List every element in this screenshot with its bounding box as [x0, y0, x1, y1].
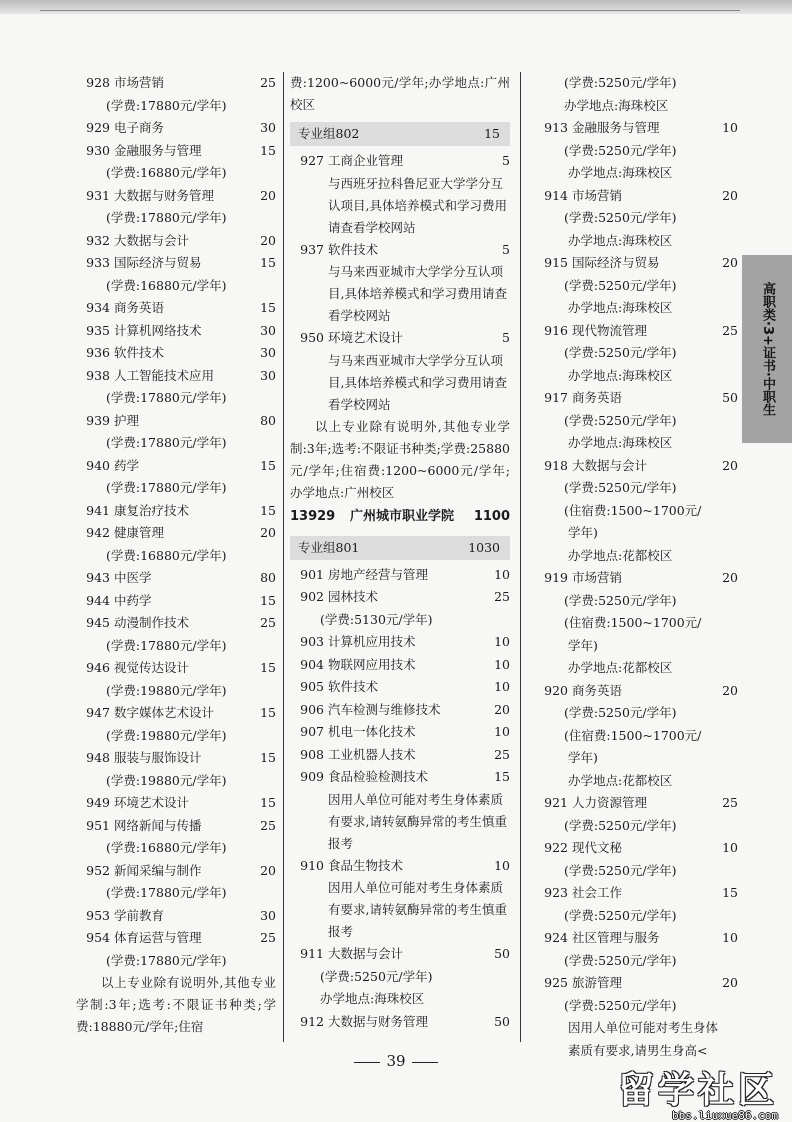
major-code: 901 [300, 566, 324, 582]
major-row [76, 747, 276, 770]
scan-top-edge [0, 0, 792, 14]
major-detail-line: 办学地点:海珠校区 [568, 165, 673, 180]
major-name: 食品检验检测技术 [328, 769, 429, 784]
major-name: 金融服务与管理 [572, 120, 660, 135]
column-divider [520, 72, 521, 1042]
major-name: 国际经济与贸易 [114, 255, 202, 270]
major-row [534, 567, 738, 590]
major-code: 937 [300, 241, 324, 257]
major-code: 944 [86, 592, 110, 608]
enrollment-quota: 25 [260, 817, 276, 833]
major-name: 商务英语 [572, 390, 623, 405]
major-row [290, 239, 510, 262]
tuition-note: (学费:17880元/学年) [106, 480, 227, 495]
major-row [76, 252, 276, 275]
major-detail-line: 办学地点:海珠校区 [568, 300, 673, 315]
institution-header: 13929 广州城市职业学院 1100 [290, 508, 510, 524]
major-code: 907 [300, 724, 324, 739]
major-code: 917 [544, 390, 568, 405]
major-row [534, 882, 738, 905]
major-group-header: 专业组801 1030 [290, 536, 510, 560]
major-row [290, 631, 510, 654]
major-code: 921 [544, 795, 568, 810]
major-code: 909 [300, 769, 324, 784]
enrollment-quota: 10 [494, 679, 510, 694]
major-code: 951 [86, 817, 110, 833]
major-row [76, 455, 276, 478]
major-code: 923 [544, 885, 568, 900]
tuition-note: (学费:17880元/学年) [106, 885, 227, 900]
major-code: 927 [300, 153, 324, 168]
program-description: 与马来西亚城市大学学分互认项目,具体培养模式和学习费用请查看学校网站 [328, 352, 507, 412]
major-code: 932 [86, 232, 110, 248]
major-detail-line: (住宿费:1500~1700元/ [564, 727, 702, 743]
major-name: 工业机器人技术 [328, 746, 416, 762]
major-name: 电子商务 [114, 120, 165, 135]
major-name: 园林技术 [328, 589, 379, 604]
major-detail-line: (学费:5250元/学年) [564, 480, 677, 495]
enrollment-quota: 10 [494, 634, 510, 649]
major-detail-line: 素质有要求,请男生身高< [568, 1042, 708, 1058]
tuition-note: (学费:17880元/学年) [106, 952, 227, 968]
major-name: 大数据与会计 [328, 946, 404, 961]
major-row [534, 387, 738, 410]
major-row [534, 185, 738, 208]
page-number: 39 [0, 1052, 792, 1070]
major-code: 914 [544, 187, 568, 203]
major-code: 931 [86, 187, 110, 203]
tuition-note: (学费:16880元/学年) [106, 840, 227, 855]
enrollment-quota: 15 [260, 705, 276, 720]
enrollment-quota: 20 [260, 187, 276, 203]
major-row [534, 837, 738, 860]
major-code: 954 [86, 930, 110, 945]
column-1 [76, 72, 276, 1038]
enrollment-quota: 20 [260, 232, 276, 248]
major-detail-line: (学费:5250元/学年) [564, 142, 677, 158]
enrollment-quota: 20 [722, 187, 738, 203]
major-code: 924 [544, 930, 568, 945]
major-name: 数字媒体艺术设计 [114, 705, 215, 720]
major-code: 929 [86, 120, 110, 135]
major-code: 913 [544, 120, 568, 135]
enrollment-quota: 30 [260, 322, 276, 338]
column-divider [283, 72, 284, 1042]
major-code: 925 [544, 975, 568, 990]
major-name: 护理 [114, 412, 140, 428]
major-row [76, 320, 276, 343]
enrollment-quota: 20 [722, 255, 738, 270]
major-detail-line: 办学地点:花都校区 [568, 547, 673, 563]
major-code: 938 [86, 367, 110, 383]
major-row [76, 702, 276, 725]
major-detail-line: 办学地点:海珠校区 [568, 367, 673, 383]
major-name: 环境艺术设计 [114, 795, 190, 810]
enrollment-quota: 10 [494, 656, 510, 672]
enrollment-quota: 80 [260, 570, 276, 585]
major-name: 国际经济与贸易 [572, 255, 660, 270]
major-row [290, 744, 510, 767]
tuition-note: (学费:19880元/学年) [106, 727, 227, 743]
major-detail-line: (学费:5250元/学年) [564, 210, 677, 225]
major-row [76, 657, 276, 680]
major-name: 大数据与会计 [114, 232, 190, 248]
major-row [76, 815, 276, 838]
program-description: 与西班牙拉科鲁尼亚大学学分互认项目,具体培养模式和学习费用请查看学校网站 [328, 175, 507, 235]
major-row [76, 927, 276, 950]
major-detail-line: 办学地点:花都校区 [568, 772, 673, 788]
major-name: 物联网应用技术 [328, 656, 416, 672]
major-name: 食品生物技术 [328, 857, 404, 873]
enrollment-quota: 10 [494, 857, 510, 873]
major-code: 916 [544, 322, 568, 338]
major-name: 汽车检测与维修技术 [328, 701, 441, 717]
major-row [290, 1011, 510, 1034]
enrollment-quota: 50 [722, 390, 738, 405]
major-row [290, 654, 510, 677]
major-code: 935 [86, 322, 110, 338]
major-row [76, 590, 276, 613]
major-name: 大数据与财务管理 [328, 1013, 429, 1029]
major-code: 906 [300, 701, 324, 717]
major-row [534, 792, 738, 815]
major-name: 环境艺术设计 [328, 330, 404, 345]
major-row [290, 150, 510, 173]
enrollment-quota: 10 [494, 566, 510, 582]
major-group-header: 专业组802 15 [290, 122, 510, 146]
major-row [76, 860, 276, 883]
major-row [534, 252, 738, 275]
major-name: 现代文秘 [572, 840, 623, 855]
major-code: 948 [86, 750, 110, 765]
major-code: 904 [300, 656, 324, 672]
major-group-802-list [290, 150, 510, 416]
major-code: 902 [300, 589, 324, 604]
major-list [534, 117, 738, 1062]
enrollment-quota: 10 [722, 930, 738, 945]
major-row [290, 721, 510, 744]
major-detail-line: 办学地点:海珠校区 [568, 232, 673, 248]
tuition-note: (学费:16880元/学年) [106, 277, 227, 293]
enrollment-quota: 15 [260, 750, 276, 765]
major-name: 体育运营与管理 [114, 930, 202, 945]
program-description: 因用人单位可能对考生身体素质有要求,请转氨酶异常的考生慎重报考 [328, 880, 507, 939]
program-description: 与马来西亚城市大学学分互认项目,具体培养模式和学习费用请查看学校网站 [328, 264, 507, 323]
major-name: 软件技术 [328, 241, 379, 257]
carry-note: (学费:5250元/学年) [564, 75, 677, 90]
enrollment-quota: 25 [722, 322, 738, 338]
major-name: 大数据与会计 [572, 457, 648, 473]
major-row [76, 365, 276, 388]
major-group-801-list [290, 564, 510, 1034]
enrollment-quota: 15 [722, 885, 738, 900]
tuition-note: (学费:5130元/学年) [320, 611, 433, 627]
major-name: 旅游管理 [572, 975, 623, 990]
major-row [76, 297, 276, 320]
major-row [76, 230, 276, 253]
major-row [76, 342, 276, 365]
major-detail-line: (学费:5250元/学年) [564, 997, 677, 1013]
major-name: 学前教育 [114, 907, 165, 923]
major-detail-line: 学年) [568, 525, 598, 540]
enrollment-quota: 25 [494, 746, 510, 762]
header-rule [40, 10, 740, 11]
tuition-note: (学费:19880元/学年) [106, 682, 227, 698]
tuition-note: (学费:19880元/学年) [106, 772, 227, 788]
enrollment-quota: 15 [260, 142, 276, 158]
enrollment-quota: 15 [260, 457, 276, 473]
major-code: 942 [86, 525, 110, 540]
major-code: 912 [300, 1013, 324, 1029]
major-detail-line: 学年) [568, 750, 598, 765]
major-name: 中药学 [114, 592, 152, 608]
major-detail-line: (学费:5250元/学年) [564, 592, 677, 608]
watermark-logo: 留学社区 bbs.liuxue86.com [617, 1070, 778, 1122]
major-name: 房地产经营与管理 [328, 566, 429, 582]
major-name: 市场营销 [572, 570, 623, 585]
major-detail-line: 办学地点:花都校区 [568, 660, 673, 675]
major-detail-line: (学费:5250元/学年) [564, 412, 677, 428]
tuition-note: (学费:16880元/学年) [106, 547, 227, 563]
major-code: 947 [86, 705, 110, 720]
group-footer-note: 以上专业除有说明外,其他专业学制:3年;选考:不限证书种类;学费:25880元/学年;住宿费:1200~6000元/学年;办学地点:广州校区 [290, 418, 510, 500]
campus-note: 办学地点:海珠校区 [320, 991, 425, 1006]
major-name: 软件技术 [328, 679, 379, 694]
major-code: 910 [300, 857, 324, 873]
enrollment-quota: 25 [722, 795, 738, 810]
major-row [76, 905, 276, 928]
enrollment-quota: 50 [494, 1013, 510, 1029]
major-name: 软件技术 [114, 345, 165, 360]
enrollment-quota: 20 [722, 570, 738, 585]
tuition-note: (学费:17880元/学年) [106, 390, 227, 405]
major-name: 药学 [114, 457, 140, 473]
enrollment-quota: 10 [722, 120, 738, 135]
major-code: 946 [86, 660, 110, 675]
major-row [290, 943, 510, 966]
major-row [290, 699, 510, 722]
carry-note: 办学地点:海珠校区 [564, 97, 669, 113]
major-name: 工商企业管理 [328, 153, 404, 168]
enrollment-quota: 25 [260, 930, 276, 945]
enrollment-quota: 15 [260, 592, 276, 608]
major-code: 941 [86, 502, 110, 518]
tuition-note: (学费:16880元/学年) [106, 165, 227, 180]
major-row [534, 455, 738, 478]
major-name: 康复治疗技术 [114, 502, 190, 518]
enrollment-quota: 15 [260, 300, 276, 315]
major-code: 936 [86, 345, 110, 360]
major-detail-line: (学费:5250元/学年) [564, 705, 677, 720]
major-name: 商务英语 [114, 300, 165, 315]
major-row [290, 586, 510, 609]
major-name: 商务英语 [572, 682, 623, 698]
major-row [534, 680, 738, 703]
major-code: 903 [300, 634, 324, 649]
major-code: 950 [300, 330, 324, 345]
page-number-dash [354, 1062, 380, 1063]
major-row [290, 564, 510, 587]
major-row [76, 185, 276, 208]
enrollment-quota: 10 [722, 840, 738, 855]
major-row [534, 972, 738, 995]
enrollment-quota: 5 [502, 153, 510, 168]
major-row [290, 855, 510, 878]
major-code: 930 [86, 142, 110, 158]
major-code: 919 [544, 570, 568, 585]
major-code: 949 [86, 795, 110, 810]
major-row [534, 927, 738, 950]
enrollment-quota: 20 [260, 525, 276, 540]
major-name: 动漫制作技术 [114, 615, 190, 630]
major-row [76, 140, 276, 163]
major-code: 939 [86, 412, 110, 428]
major-name: 机电一体化技术 [328, 724, 416, 739]
tuition-note: (学费:17880元/学年) [106, 97, 227, 113]
enrollment-quota: 20 [260, 862, 276, 878]
tuition-note: (学费:17880元/学年) [106, 210, 227, 225]
major-name: 人工智能技术应用 [114, 367, 215, 383]
major-name: 现代物流管理 [572, 322, 648, 338]
enrollment-quota: 15 [260, 502, 276, 518]
major-name: 健康管理 [114, 525, 165, 540]
major-code: 911 [300, 946, 324, 961]
enrollment-quota: 5 [502, 241, 510, 257]
major-name: 大数据与财务管理 [114, 187, 215, 203]
major-row [290, 676, 510, 699]
enrollment-quota: 30 [260, 120, 276, 135]
major-name: 市场营销 [114, 75, 165, 90]
major-row [290, 766, 510, 789]
major-name: 服装与服饰设计 [114, 750, 202, 765]
major-name: 市场营销 [572, 187, 623, 203]
column-2 [290, 72, 510, 1033]
major-row [76, 522, 276, 545]
major-detail-line: (学费:5250元/学年) [564, 952, 677, 968]
major-detail-line: (学费:5250元/学年) [564, 817, 677, 833]
major-code: 918 [544, 457, 568, 473]
program-description: 因用人单位可能对考生身体素质有要求,请转氨酶异常的考生慎重报考 [328, 791, 507, 851]
major-row [534, 320, 738, 343]
major-code: 934 [86, 300, 110, 315]
carry-text: 费:1200~6000元/学年;办学地点:广州校区 [290, 75, 510, 112]
major-name: 计算机网络技术 [114, 322, 202, 338]
major-row [534, 117, 738, 140]
major-name: 人力资源管理 [572, 795, 648, 810]
major-row [76, 567, 276, 590]
enrollment-quota: 20 [722, 682, 738, 698]
major-code: 915 [544, 255, 568, 270]
major-code: 922 [544, 840, 568, 855]
major-code: 933 [86, 255, 110, 270]
major-code: 920 [544, 682, 568, 698]
enrollment-quota: 5 [502, 330, 510, 345]
major-code: 905 [300, 679, 324, 694]
enrollment-quota: 20 [494, 701, 510, 717]
enrollment-quota: 30 [260, 367, 276, 383]
enrollment-quota: 15 [260, 255, 276, 270]
major-row [290, 327, 510, 350]
major-code: 940 [86, 457, 110, 473]
major-detail-line: 办学地点:海珠校区 [568, 435, 673, 450]
major-detail-line: (学费:5250元/学年) [564, 277, 677, 293]
major-row [76, 410, 276, 433]
major-code: 908 [300, 746, 324, 762]
tuition-note: (学费:17880元/学年) [106, 435, 227, 450]
major-name: 网络新闻与传播 [114, 817, 202, 833]
major-name: 社会工作 [572, 885, 623, 900]
enrollment-quota: 50 [494, 946, 510, 961]
major-name: 中医学 [114, 570, 152, 585]
group-footer-note: 以上专业除有说明外,其他专业学制:3年;选考:不限证书种类;学费:18880元/学年;住宿 [76, 975, 276, 1034]
enrollment-quota: 80 [260, 412, 276, 428]
major-detail-line: (住宿费:1500~1700元/ [564, 615, 702, 630]
enrollment-quota: 30 [260, 907, 276, 923]
enrollment-quota: 20 [722, 457, 738, 473]
enrollment-quota: 30 [260, 345, 276, 360]
page-number-dash [412, 1062, 438, 1063]
major-code: 945 [86, 615, 110, 630]
section-side-tab: 高职类·3+证书·中职生 [742, 255, 792, 443]
major-name: 新闻采编与制作 [114, 862, 202, 878]
tuition-note: (学费:17880元/学年) [106, 637, 227, 653]
enrollment-quota: 15 [260, 660, 276, 675]
major-detail-line: (学费:5250元/学年) [564, 862, 677, 878]
column-3 [534, 72, 738, 1062]
enrollment-quota: 20 [722, 975, 738, 990]
enrollment-quota: 15 [260, 795, 276, 810]
major-detail-line: (学费:5250元/学年) [564, 907, 677, 923]
major-detail-line: 学年) [568, 637, 598, 653]
enrollment-quota: 25 [260, 615, 276, 630]
major-row [76, 792, 276, 815]
major-name: 计算机应用技术 [328, 634, 416, 649]
major-code: 928 [86, 75, 110, 90]
major-detail-line: (学费:5250元/学年) [564, 345, 677, 360]
major-code: 943 [86, 570, 110, 585]
enrollment-quota: 10 [494, 724, 510, 739]
major-name: 金融服务与管理 [114, 142, 202, 158]
major-row [76, 612, 276, 635]
major-code: 952 [86, 862, 110, 878]
major-detail-line: 因用人单位可能对考生身体 [568, 1020, 719, 1035]
enrollment-quota: 25 [260, 75, 276, 90]
major-name: 视觉传达设计 [114, 660, 190, 675]
major-row [76, 500, 276, 523]
major-row [76, 72, 276, 95]
major-detail-line: (住宿费:1500~1700元/ [564, 502, 702, 518]
enrollment-quota: 25 [494, 589, 510, 604]
tuition-note: (学费:5250元/学年) [320, 968, 433, 984]
major-name: 社区管理与服务 [572, 930, 660, 945]
major-row [76, 117, 276, 140]
major-code: 953 [86, 907, 110, 923]
enrollment-quota: 15 [494, 769, 510, 784]
